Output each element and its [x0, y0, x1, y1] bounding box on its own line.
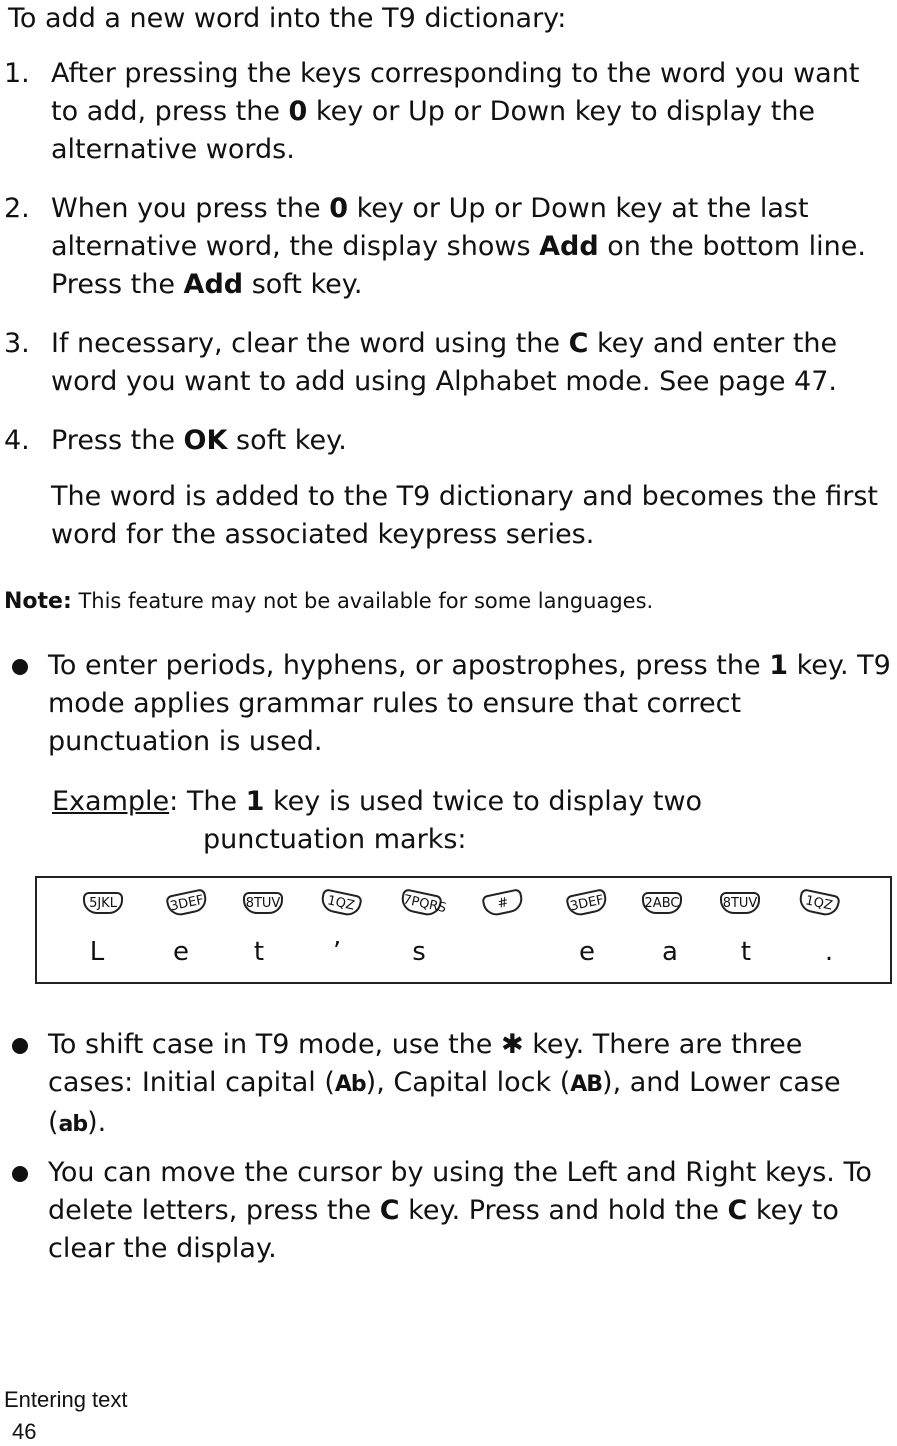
key-char: L [89, 937, 105, 967]
key-char: a [662, 937, 678, 967]
step-text: After pressing the keys corresponding to the word you want to add, press the 0 key or Up or Down key to display the alternative words. [51, 58, 860, 165]
step-text: Press the OK soft key. [51, 425, 347, 456]
initial-capital-icon: Ab [334, 1072, 366, 1097]
star-key-icon: ✱ [501, 1029, 524, 1060]
keypress-example-box [35, 876, 892, 984]
step-number: 4. [4, 425, 30, 456]
key-3-icon: 3DEF [165, 888, 209, 918]
lower-case-icon: ab [58, 1112, 88, 1137]
step-text: When you press the 0 key or Up or Down key at the last alternative word, the display shows Add on the bottom line. Press the Add soft key. [51, 193, 866, 300]
key-char: e [579, 937, 595, 967]
key-1-icon: 1QZ [797, 888, 841, 918]
footer-section: Entering text [4, 1387, 128, 1412]
key-1-icon: 1QZ [319, 888, 363, 918]
intro-text: To add a new word into the T9 dictionary: [8, 3, 567, 34]
key-8-icon: 8TUV [243, 892, 283, 914]
key-char: ’ [332, 937, 342, 967]
capital-lock-icon: AB [570, 1072, 603, 1097]
step-number: 3. [4, 328, 30, 359]
step-number: 2. [4, 193, 30, 224]
bullet-icon [12, 659, 28, 675]
key-char: t [253, 937, 265, 967]
example: Example: The 1 key is used twice to display two punctuation marks: [52, 783, 702, 821]
page-number: 46 [12, 1419, 37, 1444]
bullet-icon [12, 1038, 28, 1054]
key-7-icon: 7PQRS [399, 888, 443, 918]
key-char: t [740, 937, 752, 967]
step-number: 1. [4, 58, 30, 89]
key-char: . [824, 937, 834, 967]
example-label: Example [52, 786, 170, 817]
key-hash-icon: # [481, 888, 525, 918]
key-char: s [412, 937, 426, 967]
key-5-icon: 5JKL [83, 892, 123, 914]
key-char: e [173, 937, 189, 967]
key-3-icon: 3DEF [565, 888, 609, 918]
note: Note: This feature may not be available for some languages. [4, 589, 654, 614]
key-2-icon: 2ABC [642, 892, 682, 914]
key-8-icon: 8TUV [720, 892, 760, 914]
step-text: If necessary, clear the word using the C key and enter the word you want to add using Alphabet mode. See page 47. [51, 328, 838, 397]
example-continuation: punctuation marks: [203, 824, 467, 855]
bullet-icon [12, 1166, 28, 1182]
